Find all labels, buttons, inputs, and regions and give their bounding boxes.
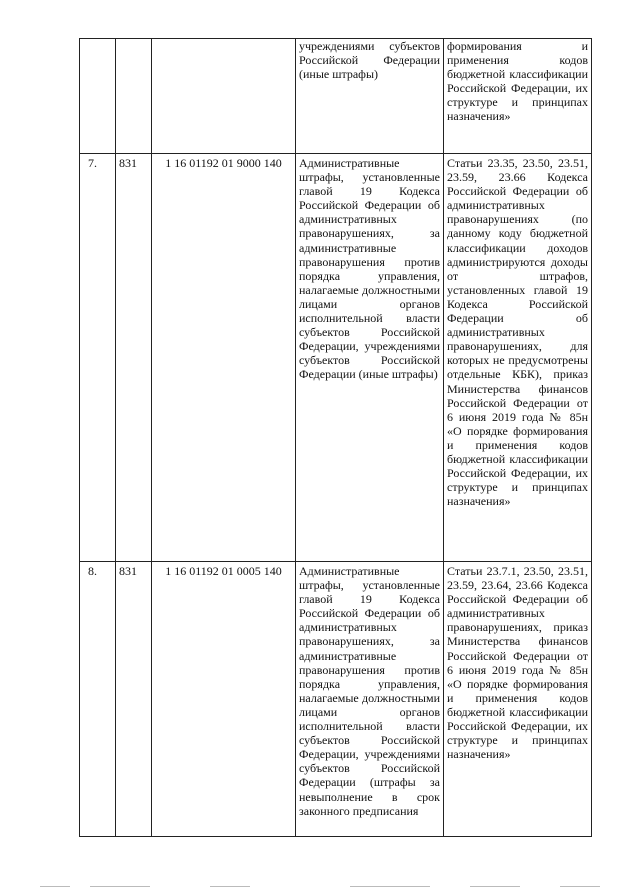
agency-code-cell: 831 bbox=[116, 562, 152, 837]
revenue-name-cell: учреждениями субъектов Российской Федерации (иные штрафы) bbox=[296, 39, 444, 154]
budget-code-cell: 1 16 01192 01 0005 140 bbox=[152, 562, 296, 837]
budget-code-cell bbox=[152, 39, 296, 154]
revenue-codes-table bbox=[79, 38, 592, 837]
agency-code-cell: 831 bbox=[116, 154, 152, 562]
table-row bbox=[80, 39, 592, 154]
legal-basis-cell: формирования и применения кодов бюджетной классификации Российской Федерации, их структуре и принципах назначения» bbox=[444, 39, 592, 154]
legal-basis-cell: Статьи 23.35, 23.50, 23.51, 23.59, 23.66 Кодекса Российской Федерации об административных правонарушениях (по данному коду бюджетной классификации доходов администрируются доходы от штрафов, установленных главой 19 Кодекса Российской Федерации об административных правонарушениях, для которых не предусмотрены отдельные КБК), приказ Министерства финансов Российской Федерации от 6 июня 2019 года № 85н «О порядке формирования и применения кодов бюджетной классификации Российской Федерации, их структуре и принципах назначения» bbox=[444, 154, 592, 562]
scan-artifacts bbox=[0, 880, 640, 894]
row-number-cell bbox=[80, 39, 116, 154]
revenue-name-cell: Административные штрафы, установленные главой 19 Кодекса Российской Федерации об административных правонарушениях, за административные правонарушения против порядка управления, налагаемые должностными лицами органов исполнительной власти субъектов Российской Федерации, учреждениями субъектов Российской Федерации (иные штрафы) bbox=[296, 154, 444, 562]
row-number-cell: 8. bbox=[80, 562, 116, 837]
table-row bbox=[80, 562, 592, 837]
table-row bbox=[80, 154, 592, 562]
agency-code-cell bbox=[116, 39, 152, 154]
revenue-name-cell: Административные штрафы, установленные главой 19 Кодекса Российской Федерации об административных правонарушениях, за административные правонарушения против порядка управления, налагаемые должностными лицами органов исполнительной власти субъектов Российской Федерации, учреждениями субъектов Российской Федерации (штрафы за невыполнение в срок законного предписания bbox=[296, 562, 444, 837]
row-number-cell: 7. bbox=[80, 154, 116, 562]
legal-basis-cell: Статьи 23.7.1, 23.50, 23.51, 23.59, 23.64, 23.66 Кодекса Российской Федерации об административных правонарушениях, приказ Министерства финансов Российской Федерации от 6 июня 2019 года № 85н «О порядке формирования и применения кодов бюджетной классификации Российской Федерации, их структуре и принципах назначения» bbox=[444, 562, 592, 837]
budget-code-cell: 1 16 01192 01 9000 140 bbox=[152, 154, 296, 562]
